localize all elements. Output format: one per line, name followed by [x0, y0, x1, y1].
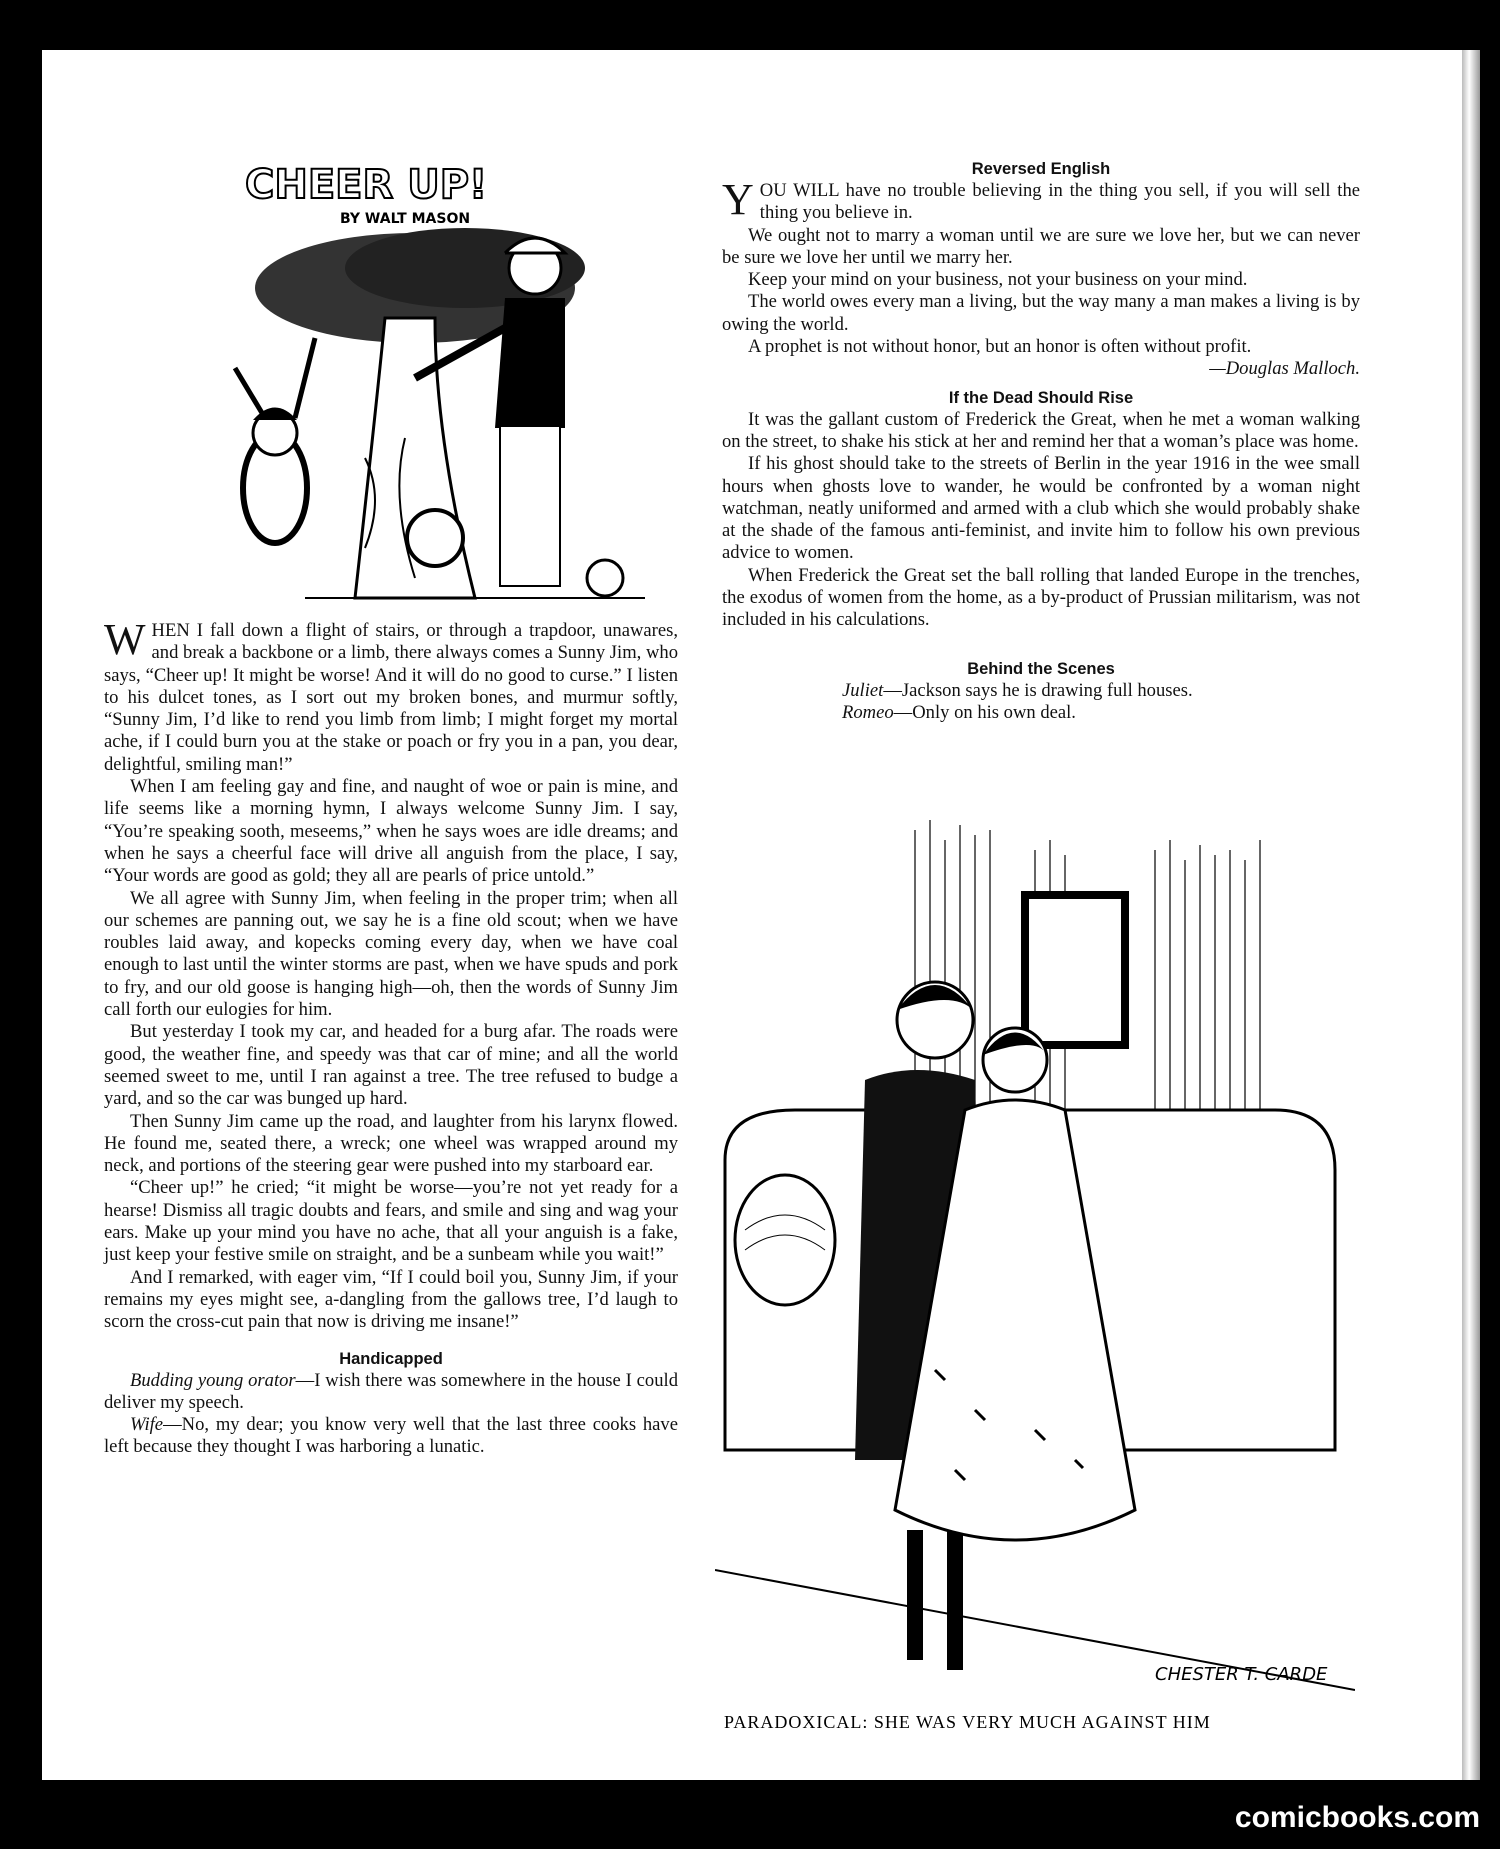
dead-rise-paragraph-1: It was the gallant custom of Frederick the Great, when he met a woman walking on the street, to shake his stick at her and remind her that a woman’s place was home.	[722, 408, 1360, 452]
poem-paragraph-7: And I remarked, with eager vim, “If I could boil you, Sunny Jim, if your remains my eyes might see, a-dangling from the gallows tree, I’d laugh to scorn the cross-cut pain that now is driving me insane!”	[104, 1266, 678, 1333]
cartoon-byline: BY WALT MASON	[340, 211, 471, 227]
speaker-romeo: Romeo	[842, 701, 894, 723]
dead-rise-heading: If the Dead Should Rise	[948, 388, 1134, 407]
man-with-tire-drawing	[235, 338, 315, 543]
cheer-up-cartoon	[205, 158, 675, 618]
cartoon-title: CHEER UP!	[245, 162, 488, 208]
illustration-caption: PARADOXICAL: SHE WAS VERY MUCH AGAINST HIM	[724, 1712, 1211, 1732]
poem-paragraph-2: When I am feeling gay and fine, and naught of woe or pain is mine, and life seems like a morning hymn, I always welcome Sunny Jim. I say, “You’re speaking sooth, meseems,” when he says woes are idle dreams; and when he says a cheerful face will drive all anguish from the place, I say, “Your words are good as gold; they all are pearls of price untold.”	[104, 776, 678, 887]
right-column	[722, 158, 1360, 724]
reversed-signature: —Douglas Malloch.	[1209, 358, 1360, 380]
reversed-paragraph-1	[722, 175, 1360, 225]
juliet-text: —Jackson says he is drawing full houses.	[883, 679, 1193, 701]
orator-line: —I wish there was somewhere in the house I could deliver my speech.	[104, 1369, 678, 1413]
reversed-english-heading: Reversed English	[971, 160, 1111, 178]
couple-on-sofa-illustration	[715, 810, 1355, 1700]
reversed-paragraph-5: A prophet is not without honor, but an honor is often without profit.	[748, 336, 1252, 358]
poem-paragraph-6: “Cheer up!” he cried; “it might be worse—you’re not yet ready for a hearse! Dismiss all tragic doubts and fears, and smile and sing and wag your ears. Make up your mind you have no ache, that all your anguish is a fake, just keep your festive smile on straight, and be a sunbeam while you wait!”	[104, 1177, 678, 1266]
reversed-paragraph-2: We ought not to marry a woman until we are sure we love her, but we can never be sure we love her until we marry her.	[722, 224, 1360, 268]
romeo-text: —Only on his own deal.	[893, 701, 1076, 723]
reversed-paragraph-4: The world owes every man a living, but the way many a man makes a living is by owing the world.	[722, 291, 1360, 335]
handicapped-heading: Handicapped	[339, 1349, 443, 1368]
drop-cap-w: W	[104, 615, 146, 664]
poem-paragraph-1	[104, 615, 678, 776]
handicapped-line-1	[104, 1370, 678, 1415]
artist-signature: CHESTER T. CARDE	[1155, 1664, 1328, 1685]
speaker-orator: Budding young orator	[130, 1369, 296, 1391]
cheer-up-poem	[104, 615, 678, 1459]
wall-mirror	[1025, 895, 1125, 1045]
poem-paragraph-4: But yesterday I took my car, and headed for a burg afar. The roads were good, the weather fine, and speedy was that car of mine; and all the world seemed sweet to me, until I ran against a tree. The tree refused to budge a yard, and so the car was bunged up hard.	[104, 1021, 678, 1110]
poem-paragraph-5: Then Sunny Jim came up the road, and laughter from his larynx flowed. He found me, seated there, a wreck; one wheel was wrapped around my neck, and portions of the steering gear were pushed into my starboard ear.	[104, 1110, 678, 1177]
behind-scenes-heading: Behind the Scenes	[967, 659, 1115, 678]
poem-paragraph-3: We all agree with Sunny Jim, when feeling in the proper trim; when all our schemes are panning out, we say he is a fine old scout; when we have roubles laid away, and kopecks coming every day, when we have coal enough to last until the winter storms are past, when we have spuds and pork to fry, and our old goose is hanging high—oh, then the words of Sunny Jim call forth our eulogies for him.	[104, 887, 678, 1021]
handicapped-line-2	[104, 1414, 678, 1459]
poem-paragraph-1-text: HEN I fall down a flight of stairs, or through a trapdoor, unawares, and break a backbone or a limb, there always comes a Sunny Jim, who says, “Cheer up! It might be worse! And it will do no good to curse.” I listen to his dulcet tones, as I sort out my broken bones, and murmur softly, “Sunny Jim, I’d like to rend you limb from limb; I might forget my mortal ache, if I could burn you at the stake or poach or fry you in a pan, you dear, delightful, smiling man!”	[104, 620, 678, 775]
wife-line: —No, my dear; you know very well that the last three cooks have left because they thought I was harboring a lunatic.	[104, 1414, 678, 1458]
drop-cap-y: Y	[722, 175, 754, 224]
reversed-paragraph-3: Keep your mind on your business, not your business on your mind.	[748, 269, 1248, 291]
dead-rise-paragraph-2: If his ghost should take to the streets of Berlin in the year 1916 in the wee small hours when ghosts love to wander, he would be confronted by a woman night watchman, neatly uniformed and armed with a club which she would probably shake at the shade of the famous anti-feminist, and invite him to follow his own previous advice to women.	[722, 453, 1360, 564]
site-watermark: comicbooks.com	[1234, 1801, 1480, 1834]
juliet-line	[722, 680, 1360, 702]
dead-rise-paragraph-3: When Frederick the Great set the ball rolling that landed Europe in the trenches, the exodus of women from the home, as a by-product of Prussian militarism, was not included in his calculations.	[722, 564, 1360, 631]
speaker-juliet: Juliet	[842, 679, 884, 701]
romeo-line	[722, 702, 1360, 724]
speaker-wife: Wife	[130, 1414, 164, 1436]
reversed-paragraph-1-text: OU WILL have no trouble believing in the thing you sell, if you will sell the thing you believe in.	[759, 180, 1360, 224]
page-edge	[1462, 50, 1480, 1780]
